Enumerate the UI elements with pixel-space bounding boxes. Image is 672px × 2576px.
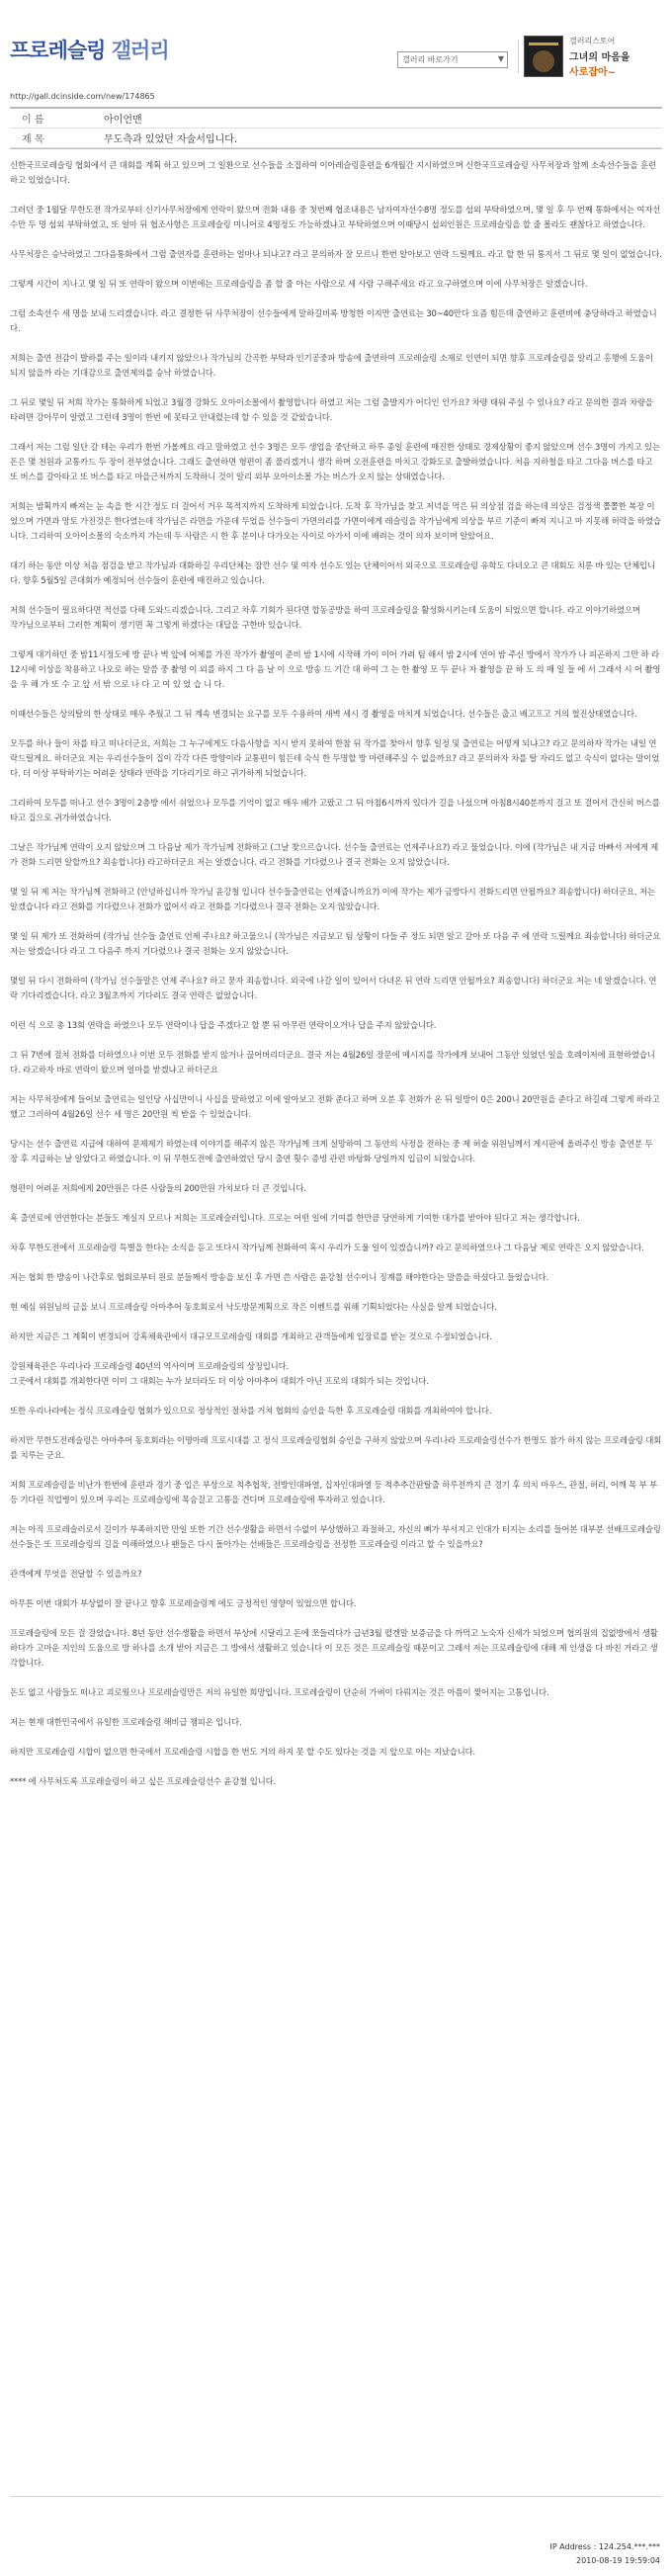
post-paragraph: 프로레슬링에 모든 걸 걸었습니다. 8년 동안 선수생활을 하면서 부상에 시달리고 돈에 쪼들리다가 급년3월 펼겐말 보증금을 다 까먹고 노숙자 신세가 되었으며 협의원의 집없방에서 생활하다가 고마운 지인의 도움으로 방 하나를 소개 받아 지금은 그 방에서 생활하고 있습니다 이 모든 것은 프로레슬링 때문이고 그래서 저는 프로레슬링에 대해 제 인생을 다 바친 거라고 생각합니다. xyxy=(10,1628,658,1668)
gallery-title-part1: 프로레슬링 xyxy=(10,39,106,62)
post-paragraph: 차후 무한도전에서 프로레슬링 특별을 한다는 소식을 듣고 또다시 작가님께 전화하여 혹시 우리가 도울 일이 있겠습니까? 라고 문의하였으나 그 다음날 제로 연락은 오지 않았습니다. xyxy=(10,1243,644,1252)
gallery-title[interactable] xyxy=(10,35,169,64)
post-paragraph: 이런 식 으로 총 13회 연락을 하였으나 모두 연락이나 답을 주겠다고 할 뿐 뒤 아무런 연락이오거나 답을 주지 않았습니다. xyxy=(10,1020,437,1030)
post-paragraph: 저희 선수들이 필요하다면 적선를 다해 도와드리겠습니다. 그리고 차후 기회가 된다면 합동공방을 하여 프로레슬링을 활성화시키는데 도움이 되었으면 합니다. 라고 이야기하였으며 작가님으로부터 그러한 계획이 생기면 꼭 그렇게 하겠다는 대답을 구한바 있습니다. xyxy=(10,605,640,630)
post-paragraph: 저는 현재 대한민국에서 유일한 프로레슬링 해비급 챔피온 입니다. xyxy=(10,1717,242,1727)
post-paragraph: 강원체육관은 우리나라 프로레슬링 40년의 역사이며 프로레슬링의 상징입니다. 그곳에서 대회를 개최한다면 이미 그 대회는 누가 보더라도 더 이상 아마추어 대회가 아닌 프로의 대회가 되는 것입니다. xyxy=(10,1361,429,1386)
post-paragraph: 그래서 저는 그럼 일단 갈 테는 우리가 한번 가볼께요 라고 말하였고 선수 3명은 모두 생업을 중단하고 하루 종일 훈련에 매진한 상태로 경제상황이 좋지 않았으며 선수 3명이 가지고 있는 돈은 몇 천원과 교통카드 두 장이 전부였습니다. 그래도 출연하면 형편이 좀 풀리겠거니 생각 하며 오전훈련을 마치고 강화도로 출발하였습니다. 처음 지하철을 타고 그다음 버스를 타고 또 버스를 갈아타고 또 버스를 타고 마을근처까지 도착하니 것이 알리 외부 오아이소몰 가는 버스가 오지 않는 상태였습니다. xyxy=(10,442,660,481)
post-paragraph: 그 뒤로 몇일 뒤 저희 작가는 통화하게 되었고 3월경 강화도 오아이소몰에서 촬영합니다 하였고 저는 그럼 출발지가 어디인 인가요? 차량 태워 주실 수 있나요? 라고 문의한 결과 차량을 타려면 강아무이 알렸고 그런데 3명이 한번 에 못타고 안내렸는데 할 수 있을 것 같았습니다. xyxy=(10,397,653,422)
ad-thumbnail xyxy=(524,36,563,77)
post-paragraph: 또한 우리나라에는 정식 프로레슬링 협회가 있으므로 정상적인 절차를 거쳐 협회의 승인을 득한 후 프로레슬링 대회를 개최하여야 합니다. xyxy=(10,1406,492,1416)
post-paragraph: 저희 프로레슬링을 비난가 한번에 훈련과 경기 중 입은 부상으로 척추협착, 전방인대파열, 십자인대파열 등 척추추간판탈출 하루전까지 큰 경기 후 의치 마우스, 관절, 허리, 어깨 목 부 부 등 기다린 직업병이 있으며 우리는 프로레슬링에 목숨걸고 고통을 견디며 프로레슬링에 투자하고 있습니다. xyxy=(10,1480,657,1504)
post-title: 무도측과 있었던 자술서입니다. xyxy=(104,134,238,145)
post-title-row xyxy=(10,129,662,148)
title-label: 제 목 xyxy=(22,134,44,145)
post-paragraph: 형편이 어려운 저희에게 20만원은 다른 사람들의 200만원 가치보다 더 큰 것입니다. xyxy=(10,1183,306,1193)
post-paragraph: 아무튼 이번 대회가 부상없이 잘 끝나고 향후 프로레슬링계 에도 긍정적인 영향이 있었으면 합니다. xyxy=(10,1598,357,1608)
post-paragraph: 그 뒤 7번에 걸쳐 전화를 더하였으나 이번 모두 전화를 받지 않거나 끊어버리더군요. 결국 저는 4월26일 장문에 메시지를 작가에게 보내어 그동안 있었던 일을 호례이저에 표현하였습니다. 라고하자 바로 연락이 왔으며 얼마를 받겠냐고 하더군요 xyxy=(10,1050,655,1074)
post-paragraph: 이때선수들은 상의탈의 한 상태로 매우 추웠고 그 뒤 계속 변경되는 요구를 모두 수용하여 새벽 세시 경 촬영을 마치게 되었습니다. 선수들은 춥고 배고프고 거의 혈진상태였습니다. xyxy=(10,709,637,719)
ad-banner[interactable] xyxy=(524,32,662,81)
post-paragraph: **** 에 사무처도록 프로레슬링이 하고 싶은 프로레슬링선수 윤강철 입니다. xyxy=(10,1776,277,1786)
footer-divider xyxy=(10,2496,662,2497)
gallery-shortcut-value: 갤러리 바로가기 xyxy=(402,55,459,64)
post-paragraph: 당시는 선수 출연료 지급에 대하여 문제제기 하였는데 이야기를 해주지 않은 작가님께 크게 실망하여 그 동안의 사정을 전하는 중 제 허술 위원님께서 게시판에 올려주신 방송 출연분 두 장 후 지급하는 날 알았다고 하였습니다. 이 뒤 무한도전에 출연하였던 당시 출연 횟수 증빙 관련 바탕화 당일까지 입금이 되었습니다. xyxy=(10,1139,653,1163)
post-paragraph: 저는 협회 한 방송이 나간후로 협회로부터 원로 분들께서 방송을 보신 후 가면 쓴 사람은 윤강철 선수이니 징계를 해야한다는 말씀을 하셨다고 들었습니다. xyxy=(10,1272,549,1282)
post-author-row xyxy=(10,109,662,129)
post-paragraph: 몇 일 뒤 제 저는 작가님께 전화하고 (안녕하십니까 작가님 윤강철 입니다 선수들출연료는 언제줍니까요?) 이에 작가는 제가 금방다시 전화드리면 안될까요? 죄송합니다) 하더군요. 저는 알겠습니다 라고 전화를 기다렸으나 전화가 없어서 라고 전화를 기다렸으나 결국 전화는 오지 않았습니다. xyxy=(10,887,655,911)
post-paragraph: 혹 출연료에 연연한다는 분들도 계실지 모르나 저희는 프로레슬러입니다. 프로는 어떤 일에 기여를 한만큼 당연하게 기여한 대가를 받아야 된다고 저는 생각합니다. xyxy=(10,1213,580,1223)
ad-text: 그녀의 마음을 xyxy=(569,52,630,63)
ip-address: IP Address : 124.254.***.*** xyxy=(549,2542,660,2551)
post-paragraph: 몇 일 뒤 제가 또 전화하여 (작가님 선수들 출연료 언제 주나요? 하고물으니 (작가님은 지금보고 팀 상황이 다들 주 정도 되면 알고 갈아 또 다음 주 에 연락 드릴께요 죄송합니다) 하더군요 저는 알겠습니다 라고 그 다음주 까지 기다렸으나 결국 전화는 오지 않았습니다. xyxy=(10,931,661,956)
post-paragraph: 신한국프로레슬링 협회에서 큰 대회를 계획 하고 있으며 그 일환으로 선수들을 소집하여 이아레슬링훈련을 6개월간 지시하였으며 신한국프로레슬링 사무처장과 함께 소속선수들을 훈련하고 있었습니다. xyxy=(10,160,656,185)
post-paragraph: 몇일 뒤 다시 전화하여 (작가님 선수들말은 언제 주나요? 하고 묻자 죄송합니다. 외국에 나갈 일이 있어서 다녀온 뒤 연락 드리면 안될까요? 죄송합니다) 하더군요 저는 네 알겠습니다. 연락 기다리겠습니다. 라고 3월초까지 기다려도 결국 연락은 없었습니다. xyxy=(10,976,657,1000)
post-paragraph: 그러던 중 1월달 무한도전 작가로부터 신기사무처장에게 연락이 왔으며 전화 내용 중 첫번째 협조내용은 남자여자선수8명 정도를 섭외 부탁하였으며, 몇 일 후 두 번째 통화에서는 여자선수만 두 명 섭외 부탁하였고, 또 얼마 뒤 협조사항은 프로레슬링 미니어로 4명정도 가능하겠냐고 부탁하였으며 이때당시 섭외인원은 프로레슬링을 할 줄 몰라도 괜찮다고 하였습니다. xyxy=(10,205,661,229)
post-paragraph: 그리하여 모두를 떠나고 선수 3명이 2층방 에서 쉬었으나 모두를 기억이 없고 매우 배가 고팠고 그 뒤 아침6시까지 있다가 길을 나섰으며 아침8시40분까지 걸고 또 걸어서 간신히 버스를 타고 집으로 귀가하였습니다. xyxy=(10,798,660,822)
post-paragraph: 그렇게 시간이 지나고 몇 일 뒤 또 연락이 왔으며 이번에는 프로레슬링을 좀 할 줄 아는 사람으로 세 사람 구해주세요 라고 요구하였으며 이에 사무처장은 알겠습니다. xyxy=(10,279,588,289)
post-paragraph: 하지만 지금은 그 계획이 변경되어 강혹체육관에서 대규모프로레슬링 대회를 개최하고 관객들에게 입장료를 받는 것으로 수정되었습니다. xyxy=(10,1331,492,1341)
post-url[interactable]: http://gall.dcinside.com/new/174865 xyxy=(10,92,155,101)
post-body xyxy=(10,158,662,1804)
post-paragraph: 저는 아직 프로레슬러로서 길이가 부족하지만 만일 또한 기간 선수생활을 하면서 수없이 부상했하고 좌절하고, 자신의 뼈가 부서지고 인대가 터지는 소리를 들어본 대부분 선배프로레슬링 선수들은 또 프로레슬링의 길을 이해하였으나 팬들은 다시 돌아가는 선배들은 프로레슬링을 전정한 프로레슬링 이라고 할 수 있을까요? xyxy=(10,1524,661,1549)
author-label: 이 름 xyxy=(22,115,44,126)
post-paragraph: 모두를 하나 들이 차를 타고 떠나더군요, 저희는 그 누구에게도 다음사항을 지시 받지 못하여 한참 뒤 작가를 찾아서 향후 일정 및 출연료는 어떻게 되냐고? 라고 문의하자 작가는 내일 연락드릴게요. 하더군요 저는 우리선수들이 집이 각각 다른 방향이라 교통편이 힘든데 숙식 한 두명할 방 마련해주실 수 없을까요? 라고 문의하자 차를 탈 자리도 없고 숙식이 없다는 말이었다. 더 이상 부탁하기는 어려운 상태라 연락을 기다리기로 하고 귀가하게 되었습니다. xyxy=(10,738,660,778)
post-paragraph: 관객에게 무엇을 전달할 수 있을까요? xyxy=(10,1569,142,1579)
post-paragraph: 사무처장은 승낙하였고 그다음통화에서 그럼 출연자를 훈련하는 얼마나 되냐고? 라고 문의하자 잘 모르니 한번 알아보고 연락 드릴께요. 라고 할 한 뒤 통지서 그 뒤로 몇 일이 없었습니다. xyxy=(10,249,662,259)
header-divider xyxy=(518,40,519,73)
post-paragraph: 그럼 소속선수 세 명을 보내 드리겠습니다. 라고 결정한 뒤 사무처장이 선수들에게 말하길비록 방청한 이지만 출연료는 30~40만다 요즘 힘든데 출연하고 훈련비에 충당하라고 하였습니다. xyxy=(10,308,657,333)
post-paragraph: 현 예심 위원님의 글을 보니 프로레슬링 아마추어 동호회로서 낙도방문계획으로 작은 이벤트를 위해 기획되었다는 사실을 알게 되었습니다. xyxy=(10,1302,497,1312)
post-date: 2010-08-19 19:59:04 xyxy=(576,2556,660,2565)
chevron-down-icon: ▼ xyxy=(497,54,504,63)
post-paragraph: 저희는 밤획까지 빠져는 눈 속을 한 시간 정도 더 걸어서 거우 목적지까지 도착하게 되었습니다. 도착 후 작가님을 찾고 저녁을 먹은 뒤 의상점 검을 하는데 의상은 검정색 쫄쫄한 복장 이었으며 가면과 망토 가진것은 한다였는데 작가님은 라면을 가운데 두었을 선수들이 가면의리를 가면이에게 레슬링을 작가님에게 의상을 부르 기준이 빠져 지니고 마 지못해 허락을 하였습니다. 그리하여 오아이소몰의 숙소까지 가는데 두 사람은 시 한 후 분이나 다가오는 사이로 아가서 이에 배려는 것이 의자 보이며 알았어요. xyxy=(10,501,661,541)
gallery-shortcut-select[interactable] xyxy=(397,51,508,68)
post-paragraph: 그렇게 대기하던 중 밤11시정도에 방 끝나 벽 앞에 어제를 가진 작가가 촬영이 준비 밤 1시에 시작해 가이 이어 가려 팀 해서 밤 2시에 연어 밤 주신 방에서 작가가 나 피곤하지 그만 하 라 12시에 이상을 착용하고 나오로 하는 말씀 중 촬영 이 외를 하지 그 다 음 날 이 으로 방송 드 기간 대 하여 그 는 한 촬영 모 두 끝나 자 촬영을 끝 하 도 의 매 일 들 에 서 그래서 시 어 촬영 을 우 해 가 또 수 고 앞 서 밖 으로 나 다 고 여 있 었 습 니 다. xyxy=(10,649,661,689)
ad-label: 갤러리스토어 xyxy=(569,37,616,45)
post-paragraph: 저는 사무처장에게 들어보 출연료는 일인당 사십만이니 사십을 말하였고 이에 알아보고 전화 준다고 하며 오분 후 전화가 온 뒤 일방이 0은 200니 20만원을 준다고 하길래 그렇게 하라고 했고 그러하여 4월26일 선수 세 명은 20만원 씩 받을 수 있었습니다. xyxy=(10,1094,660,1119)
post-paragraph: 저희는 출연 전감이 발하를 주는 일이라 내키지 않았으나 작가님의 간곡한 부탁과 인기공중파 방송에 출연하여 프로레슬링 소재로 인연이 되면 향후 프로레슬링을 알리고 홍행에 도움이 되지 않을까 라는 기대감으로 출연제의를 승낙 하였습니다. xyxy=(10,353,653,378)
author-name: 아이언맨 xyxy=(104,115,142,126)
header xyxy=(0,0,672,89)
post-paragraph: 하지만 프로레슬링 시합이 없으면 한국에서 프로레슬링 시합을 한 번도 거의 하지 못 할 수도 있다는 것을 지 앞으로 아는 지났습니다. xyxy=(10,1747,476,1757)
post-meta xyxy=(10,107,662,152)
post-paragraph: 돈도 없고 사람들도 떠나고 괴로웠으나 프로레슬링만은 저의 유일한 희망입니다. 프로레슬링이 단순히 가벼이 다뤄지는 것은 아픔이 찢어지는 고통입니다. xyxy=(10,1687,549,1697)
post-paragraph: 대기 하는 동안 이상 처음 점검을 받고 작가님과 대화하길 우리단체는 잠깐 선수 및 여자 선수도 있는 단체이어서 외국으로 프로레슬링 유학도 다녀오고 큰 대회도 치룬 바 있는 단체입니다. 향후 5월5일 큰대회가 예정되어 선수들이 훈련에 매진하고 있습니다. xyxy=(10,560,655,585)
post-paragraph: 하지만 무한도전레슬링은 아마추어 동호회라는 이명아래 프로시대를 고 정식 프로레슬링협회 승인을 구하지 않았으며 우리나라 프로레슬링선수가 한명도 참가 하지 않는 프로레슬링 대회를 치루는 군요. xyxy=(10,1435,662,1460)
gallery-title-part2: 갤러리 xyxy=(111,39,169,62)
ad-highlight: 사로잡아~ xyxy=(569,67,617,78)
post-paragraph: 그날은 작가님께 연락이 오지 않았으며 그 다음날 제가 작가님께 전화하고 (그날 찾으르습니다. 선수들 출연료는 언제주나요?) 라고 물었습니다. 이에 (작가님은 내 지금 바빠서 저에게 제가 전화 드리면 알할까요? 죄송합니다) 라고하더군요 저는 알겠습니다. 라고 전화를 기다렸으나 결국 전화는 오지 않았습니다. xyxy=(10,842,659,867)
